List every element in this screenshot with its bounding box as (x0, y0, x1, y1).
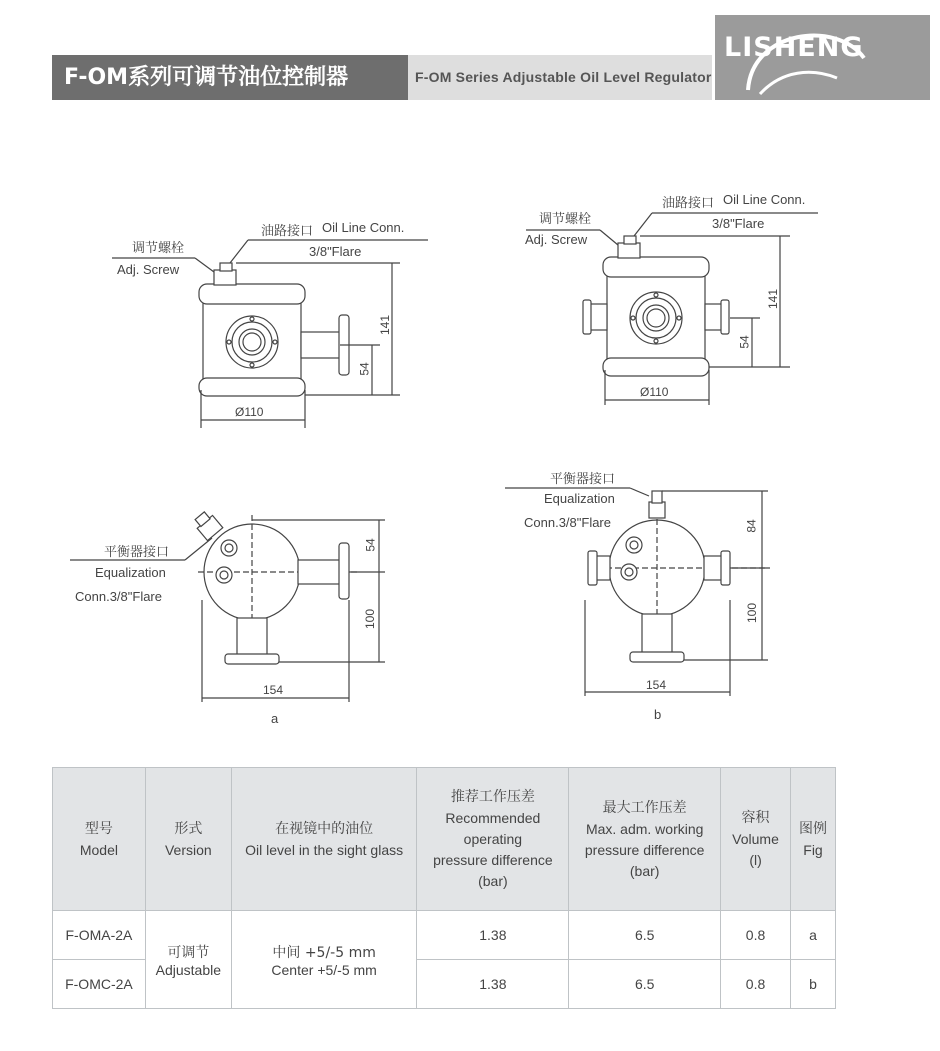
fig-label-b: b (654, 707, 662, 722)
col-header-max-pressure: 最大工作压差 Max. adm. working pressure difference (bar) (569, 768, 721, 911)
cell-volume: 0.8 (721, 960, 791, 1009)
flare-label: 3/8"Flare (712, 216, 765, 231)
adj-screw-label-cn: 调节螺栓 (132, 241, 185, 256)
adj-screw-label-en: Adj. Screw (525, 232, 588, 247)
col-header-volume: 容积 Volume (l) (721, 768, 791, 911)
cell-fig: b (791, 960, 836, 1009)
adj-screw-label-cn: 调节螺栓 (539, 212, 592, 227)
cell-max-pressure: 6.5 (569, 911, 721, 960)
dim-154: 154 (646, 678, 667, 692)
oil-conn-label-en: Oil Line Conn. (322, 220, 405, 235)
dim-84: 84 (744, 519, 759, 533)
dim-110: Ø110 (235, 405, 264, 419)
cell-max-pressure: 6.5 (569, 960, 721, 1009)
col-header-oil-level: 在视镜中的油位 Oil level in the sight glass (231, 768, 417, 911)
col-header-recommended: 推荐工作压差 Recommended operating pressure difference (bar) (417, 768, 569, 911)
dim-110: Ø110 (640, 385, 669, 399)
col-header-fig: 图例 Fig (791, 768, 836, 911)
equalization-conn-label: Conn.3/8"Flare (524, 515, 611, 530)
equalization-conn-label: Conn.3/8"Flare (75, 589, 162, 604)
cell-recommended: 1.38 (417, 960, 569, 1009)
oil-conn-label-en: Oil Line Conn. (723, 192, 806, 207)
col-header-model: 型号 Model (53, 768, 146, 911)
flare-label: 3/8"Flare (309, 244, 362, 259)
dim-100: 100 (363, 608, 378, 630)
oil-conn-label-cn: 油路接口 (662, 196, 715, 211)
page-title: F-OM系列可调节油位控制器 (52, 55, 408, 100)
equalization-label-en: Equalization (544, 491, 615, 506)
drawing-bottom-left (70, 509, 385, 702)
dim-154: 154 (263, 683, 284, 697)
logo: LISHENG (724, 32, 864, 63)
adj-screw-label-en: Adj. Screw (117, 262, 180, 277)
cell-oil-level: 中间 +5/-5 mm Center +5/-5 mm (231, 911, 417, 1009)
table-header-row (53, 768, 836, 911)
fig-label-a: a (271, 711, 279, 726)
col-header-version: 形式 Version (145, 768, 231, 911)
cell-recommended: 1.38 (417, 911, 569, 960)
dim-54: 54 (363, 538, 378, 552)
equalization-label-cn: 平衡器接口 (104, 545, 170, 560)
spec-table (52, 767, 836, 1009)
equalization-label-en: Equalization (95, 565, 166, 580)
dim-141: 141 (378, 314, 393, 336)
dim-54: 54 (357, 362, 372, 376)
dim-100: 100 (745, 602, 760, 624)
table-row (53, 911, 836, 960)
page-subtitle: F-OM Series Adjustable Oil Level Regulator (415, 69, 712, 85)
cell-model: F-OMA-2A (53, 911, 146, 960)
cell-volume: 0.8 (721, 911, 791, 960)
oil-conn-label-cn: 油路接口 (261, 224, 314, 239)
cell-fig: a (791, 911, 836, 960)
cell-version: 可调节 Adjustable (145, 911, 231, 1009)
cell-model: F-OMC-2A (53, 960, 146, 1009)
dim-141: 141 (766, 288, 781, 310)
dim-54: 54 (737, 335, 752, 349)
equalization-label-cn: 平衡器接口 (550, 472, 616, 487)
